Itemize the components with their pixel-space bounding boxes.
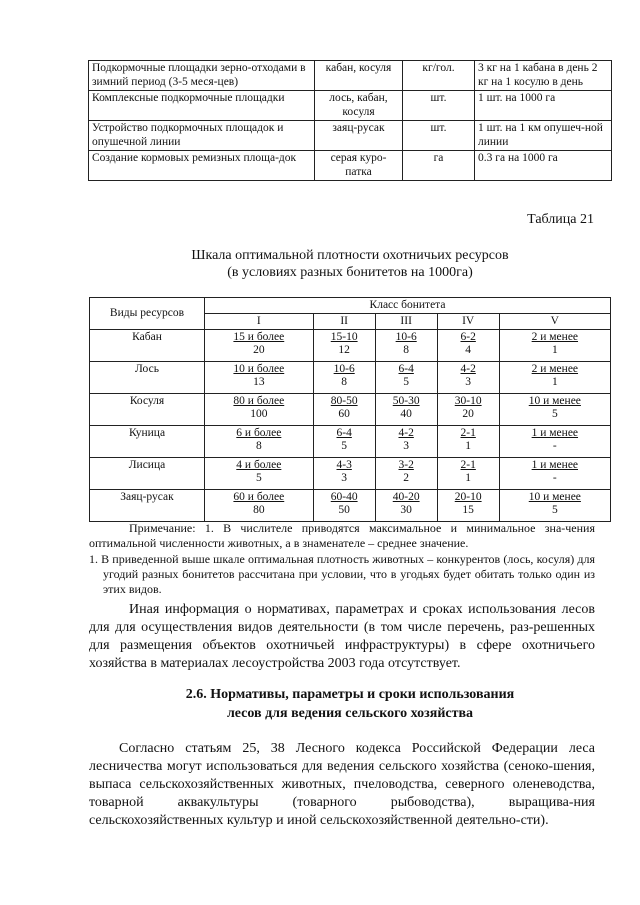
norm-cell-unit: шт.: [403, 121, 475, 151]
species-header: Виды ресурсов: [90, 298, 205, 330]
species-name: Куница: [90, 426, 205, 458]
norm-row: [89, 91, 612, 121]
density-cell: [437, 426, 499, 458]
density-cell: [313, 426, 375, 458]
density-cell: [437, 362, 499, 394]
density-range: 60-40: [330, 491, 358, 503]
density-cell: [205, 362, 314, 394]
class-3-header: III: [375, 314, 437, 330]
density-cell: [375, 330, 437, 362]
density-range: 50-30: [392, 395, 420, 407]
norm-cell-norm: 1 шт. на 1 км опушеч-ной линии: [475, 121, 612, 151]
density-range: 10-6: [333, 363, 355, 375]
density-cell: [313, 490, 375, 522]
norm-cell-norm: 3 кг на 1 кабана в день 2 кг на 1 косулю в день: [475, 61, 612, 91]
density-cell: [205, 490, 314, 522]
top-norms-table: [88, 60, 612, 181]
density-range: 10 и менее: [528, 395, 581, 407]
norm-cell-unit: кг/гол.: [403, 61, 475, 91]
density-average: 5: [551, 408, 558, 420]
norm-row: [89, 61, 612, 91]
norm-cell-work: Подкормочные площадки зерно-отходами в зимний период (3-5 меся-цев): [89, 61, 315, 91]
note-2: 1. В приведенной выше шкале оптимальная плотность животных – конкурентов (лось, косуля) для угодий разных бонитетов рассчитана при условии, что в угодьях будет обитать только один из этих видов.: [89, 552, 595, 596]
density-cell: [375, 490, 437, 522]
section-heading-line2: лесов для ведения сельского хозяйства: [226, 706, 474, 721]
density-cell: [499, 426, 610, 458]
density-row: [90, 362, 611, 394]
species-name: Косуля: [90, 394, 205, 426]
density-average: 3: [403, 440, 410, 452]
norm-cell-species: серая куро-патка: [315, 151, 403, 181]
density-cell: [437, 394, 499, 426]
density-cell: [205, 394, 314, 426]
density-average: 15: [462, 504, 474, 516]
density-cell: [499, 490, 610, 522]
norm-cell-species: лось, кабан, косуля: [315, 91, 403, 121]
density-cell: [313, 394, 375, 426]
density-average: 8: [341, 376, 348, 388]
table-caption: Таблица 21: [527, 212, 594, 227]
density-average: 5: [341, 440, 348, 452]
density-average: 2: [403, 472, 410, 484]
density-cell: [499, 458, 610, 490]
density-cell: [375, 458, 437, 490]
norm-cell-species: кабан, косуля: [315, 61, 403, 91]
density-range: 4 и более: [236, 459, 282, 471]
density-average: 5: [551, 504, 558, 516]
density-average: 1: [465, 472, 472, 484]
norm-cell-unit: га: [403, 151, 475, 181]
density-average: 12: [338, 344, 350, 356]
paragraph-2: Согласно статьям 25, 38 Лесного кодекса Российской Федерации леса лесничества могут использоваться для ведения сельского хозяйства (сеноко-шения, выпаса сельскохозяйственных животных, пчеловодства, северного оленеводства, товарной аквакультуры (товарного рыбоводства), выращива-ния сельскохозяйственных культур и иной сельскохозяйственной деятельно-сти).: [89, 741, 595, 828]
density-average: 13: [253, 376, 265, 388]
density-scale-table: [89, 297, 611, 522]
density-average: 30: [400, 504, 412, 516]
density-average: 5: [403, 376, 410, 388]
density-cell: [375, 394, 437, 426]
density-range: 40-20: [392, 491, 420, 503]
species-name: Заяц-русак: [90, 490, 205, 522]
density-average: 4: [465, 344, 472, 356]
density-cell: [313, 330, 375, 362]
norm-cell-work: Комплексные подкормочные площадки: [89, 91, 315, 121]
paragraph-1: Иная информация о нормативах, параметрах и сроках использования лесов для для осуществления видов деятельности (в том числе перечень, раз-решенных для размещения объектов охотничьей инфраструктуры) в сфере охотничьего хозяйства в материалах лесоустройства 2003 года отсутствует.: [89, 602, 595, 671]
norm-row: [89, 151, 612, 181]
density-cell: [499, 362, 610, 394]
density-row: [90, 458, 611, 490]
density-average: 5: [255, 472, 262, 484]
note-1: Примечание: 1. В числителе приводятся максимальное и минимальное зна-чения оптимальной численности животных, а в знаменателе – среднее значение.: [89, 521, 595, 550]
density-cell: [437, 458, 499, 490]
density-range: 6-4: [398, 363, 414, 375]
density-average: 20: [253, 344, 265, 356]
density-cell: [205, 330, 314, 362]
norm-cell-norm: 0.3 га на 1000 га: [475, 151, 612, 181]
class-2-header: II: [313, 314, 375, 330]
density-average: 3: [341, 472, 348, 484]
species-name: Лось: [90, 362, 205, 394]
density-range: 60 и более: [233, 491, 285, 503]
species-name: Кабан: [90, 330, 205, 362]
density-cell: [499, 330, 610, 362]
density-cell: [313, 458, 375, 490]
density-range: 4-2: [398, 427, 414, 439]
norm-row: [89, 121, 612, 151]
norm-cell-norm: 1 шт. на 1000 га: [475, 91, 612, 121]
density-cell: [205, 426, 314, 458]
density-average: -: [552, 472, 557, 484]
density-cell: [375, 362, 437, 394]
density-average: 60: [338, 408, 350, 420]
class-4-header: IV: [437, 314, 499, 330]
table-title-line1: Шкала оптимальной плотности охотничьих ресурсов: [191, 248, 509, 263]
norm-cell-work: Устройство подкормочных площадок и опушечной линии: [89, 121, 315, 151]
density-range: 2 и менее: [531, 331, 579, 343]
species-name: Лисица: [90, 458, 205, 490]
density-range: 1 и менее: [531, 459, 579, 471]
density-average: 100: [250, 408, 268, 420]
density-range: 2-1: [460, 427, 476, 439]
density-cell: [499, 394, 610, 426]
norm-cell-species: заяц-русак: [315, 121, 403, 151]
density-average: 8: [403, 344, 410, 356]
density-average: 3: [465, 376, 472, 388]
density-average: -: [552, 440, 557, 452]
density-cell: [437, 490, 499, 522]
density-row: [90, 394, 611, 426]
table-title-line2: (в условиях разных бонитетов на 1000га): [227, 265, 473, 280]
density-range: 2 и менее: [531, 363, 579, 375]
density-cell: [205, 458, 314, 490]
norm-cell-work: Создание кормовых ремизных площа-док: [89, 151, 315, 181]
class-5-header: V: [499, 314, 610, 330]
density-cell: [313, 362, 375, 394]
density-range: 1 и менее: [531, 427, 579, 439]
density-average: 1: [551, 376, 558, 388]
density-range: 15 и более: [233, 331, 285, 343]
density-range: 3-2: [398, 459, 414, 471]
density-range: 10 и менее: [528, 491, 581, 503]
density-range: 6-4: [336, 427, 352, 439]
density-average: 50: [338, 504, 350, 516]
density-range: 4-3: [336, 459, 352, 471]
density-cell: [375, 426, 437, 458]
density-range: 2-1: [460, 459, 476, 471]
density-row: [90, 490, 611, 522]
norm-cell-unit: шт.: [403, 91, 475, 121]
density-average: 1: [465, 440, 472, 452]
density-range: 20-10: [454, 491, 482, 503]
density-range: 80-50: [330, 395, 358, 407]
class-1-header: I: [205, 314, 314, 330]
density-row: [90, 330, 611, 362]
density-cell: [437, 330, 499, 362]
density-average: 1: [551, 344, 558, 356]
density-range: 6-2: [460, 331, 476, 343]
density-range: 10-6: [395, 331, 417, 343]
density-range: 10 и более: [233, 363, 285, 375]
density-range: 80 и более: [233, 395, 285, 407]
density-average: 20: [462, 408, 474, 420]
density-range: 30-10: [454, 395, 482, 407]
density-average: 8: [255, 440, 262, 452]
density-range: 4-2: [460, 363, 476, 375]
class-header: Класс бонитета: [205, 298, 611, 314]
density-range: 6 и более: [236, 427, 282, 439]
density-row: [90, 426, 611, 458]
density-average: 80: [253, 504, 265, 516]
density-range: 15-10: [330, 331, 358, 343]
density-average: 40: [400, 408, 412, 420]
section-heading-line1: 2.6. Нормативы, параметры и сроки использования: [185, 687, 515, 702]
